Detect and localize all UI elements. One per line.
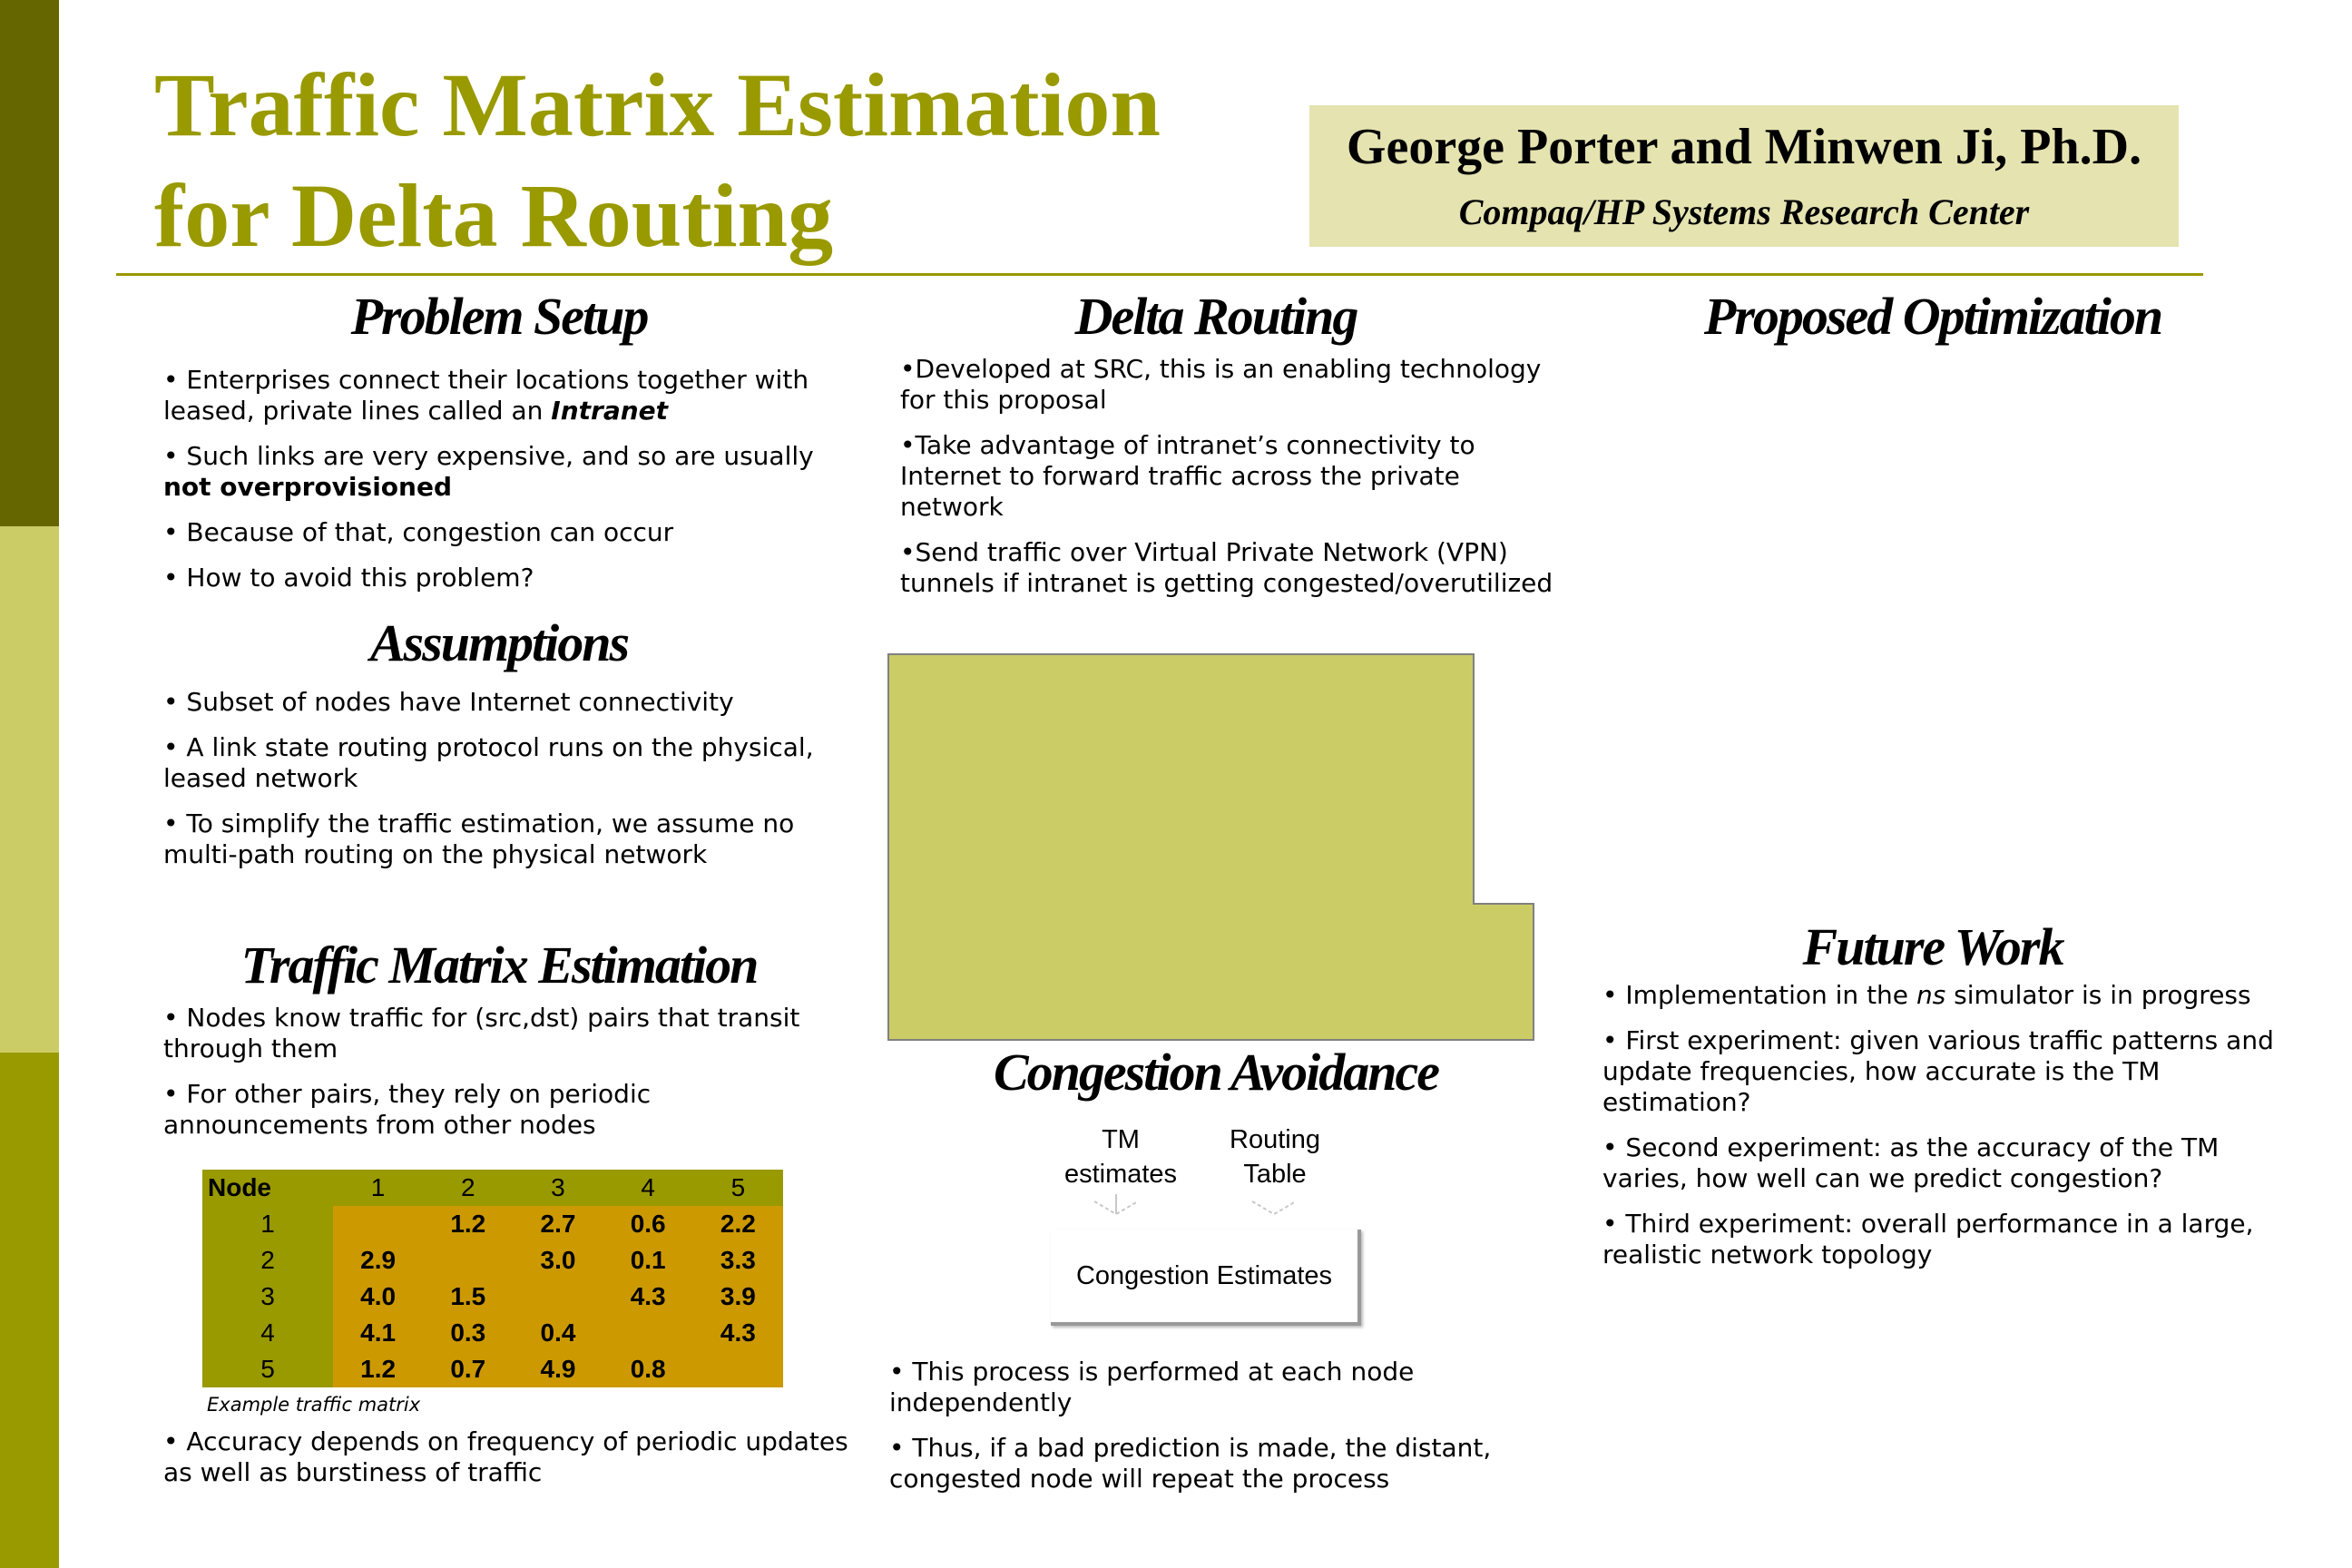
poster-title: [154, 50, 1289, 271]
table-cell: 4.0: [333, 1279, 423, 1315]
table-cell: 1: [202, 1206, 333, 1242]
table-cell: 1.2: [333, 1351, 423, 1387]
future-work-list: [1602, 980, 2310, 1285]
title-divider: [116, 273, 2203, 276]
table-cell: 2.7: [513, 1206, 603, 1242]
delta-routing-heading: Delta Routing: [1074, 287, 1357, 346]
sidebar-bar-top: [0, 0, 59, 526]
table-cell: 3.3: [693, 1242, 783, 1279]
list-item: • First experiment: given various traffic patterns and update frequencies, how accurate is the TM estimation?: [1602, 1025, 2274, 1117]
author-box: [1309, 105, 2179, 247]
table-cell: 2: [202, 1242, 333, 1279]
list-item: • A link state routing protocol runs on the physical, leased network: [163, 732, 814, 793]
table-caption: Example traffic matrix: [207, 1394, 421, 1416]
list-item: • Second experiment: as the accuracy of the TM varies, how well can we predict congestion?: [1602, 1132, 2220, 1193]
congestion-estimates-label: Congestion Estimates: [1075, 1261, 1333, 1290]
table-row: [202, 1242, 783, 1279]
table-cell: 3.0: [513, 1242, 603, 1279]
table-cell: 5: [202, 1351, 333, 1387]
tm-estimation-final: [163, 1426, 853, 1503]
assumptions-list: [163, 687, 853, 885]
table-header-cell: 4: [603, 1170, 693, 1206]
delta-routing-figure: [887, 653, 1535, 1042]
list-item: • Because of that, congestion can occur: [163, 517, 674, 547]
table-cell: 1.5: [423, 1279, 513, 1315]
table-header-cell: 2: [423, 1170, 513, 1206]
list-item: • To simplify the traffic estimation, we assume no multi-path routing on the physical network: [163, 808, 795, 869]
congestion-list: [889, 1357, 1524, 1509]
table-header-cell: Node: [202, 1170, 333, 1206]
routing-table-label: Routing Table: [1230, 1125, 1320, 1189]
table-cell: [513, 1279, 603, 1315]
table-cell: 1.2: [423, 1206, 513, 1242]
delta-routing-clip: [900, 354, 1553, 644]
list-item: • For other pairs, they rely on periodic announcements from other nodes: [163, 1079, 652, 1140]
table-cell: 4.1: [333, 1315, 423, 1351]
table-cell: 0.3: [423, 1315, 513, 1351]
list-item: • Enterprises connect their locations together with leased, private lines called an Intranet: [163, 365, 809, 426]
congestion-estimates-box: [1051, 1230, 1361, 1326]
table-cell: 4.9: [513, 1351, 603, 1387]
table-cell: 4.3: [603, 1279, 693, 1315]
table-cell: 0.7: [423, 1351, 513, 1387]
problem-setup-list: [163, 365, 853, 608]
list-item: • Subset of nodes have Internet connectivity: [163, 687, 734, 717]
table-header-cell: 3: [513, 1170, 603, 1206]
proposed-optimization-heading: Proposed Optimization: [1703, 287, 2162, 346]
sidebar-bar-bottom: [0, 1053, 59, 1568]
list-item: • Implementation in the ns simulator is in progress: [1602, 980, 2251, 1010]
table-header-row: [202, 1170, 783, 1206]
table-cell: 3: [202, 1279, 333, 1315]
list-item: • Thus, if a bad prediction is made, the distant, congested node will repeat the process: [889, 1433, 1492, 1494]
table-cell: 0.6: [603, 1206, 693, 1242]
authors: George Porter and Minwen Ji, Ph.D.: [1346, 119, 2142, 175]
table-row: [202, 1315, 783, 1351]
list-item: • Accuracy depends on frequency of periodic updates as well as burstiness of traffic: [163, 1426, 848, 1487]
flow-arrows: [1071, 1194, 1325, 1230]
list-item: •Take advantage of intranet’s connectivity to Internet to forward traffic across the private network: [900, 430, 1475, 522]
table-cell: 2.9: [333, 1242, 423, 1279]
future-work-heading: Future Work: [1802, 917, 2063, 976]
table-cell: 3.9: [693, 1279, 783, 1315]
table-cell: 0.1: [603, 1242, 693, 1279]
list-item: • Third experiment: overall performance in a large, realistic network topology: [1602, 1209, 2254, 1269]
table-row: [202, 1206, 783, 1242]
delta-routing-list: [900, 354, 1553, 599]
table-cell: [693, 1351, 783, 1387]
table-cell: 4: [202, 1315, 333, 1351]
problem-setup-heading: Problem Setup: [350, 287, 648, 346]
assumptions-heading: Assumptions: [369, 613, 629, 672]
tm-estimation-list: [163, 1003, 853, 1155]
table-row: [202, 1351, 783, 1387]
list-item: • How to avoid this problem?: [163, 563, 534, 593]
table-cell: [603, 1315, 693, 1351]
congestion-avoidance-heading: Congestion Avoidance: [993, 1043, 1439, 1102]
sidebar-bar-middle: [0, 526, 59, 1053]
table-cell: 2.2: [693, 1206, 783, 1242]
list-item: • Nodes know traffic for (src,dst) pairs that transit through them: [163, 1003, 800, 1063]
list-item: •Send traffic over Virtual Private Network (VPN) tunnels if intranet is getting congested/overutilized: [900, 537, 1553, 598]
list-item: • This process is performed at each node independently: [889, 1357, 1415, 1417]
affiliation: Compaq/HP Systems Research Center: [1458, 191, 2030, 232]
table-header-cell: 5: [693, 1170, 783, 1206]
tm-estimates-label: TM estimates: [1063, 1125, 1178, 1189]
list-item: •Developed at SRC, this is an enabling technology for this proposal: [900, 354, 1542, 415]
table-header-cell: 1: [333, 1170, 423, 1206]
table-cell: 0.8: [603, 1351, 693, 1387]
table-row: [202, 1279, 783, 1315]
title-line-2: for Delta Routing: [154, 165, 834, 266]
list-item: • Such links are very expensive, and so are usually not overprovisioned: [163, 441, 814, 502]
title-line-1: Traffic Matrix Estimation: [154, 54, 1161, 155]
traffic-matrix-table: [202, 1170, 783, 1387]
table-cell: 4.3: [693, 1315, 783, 1351]
table-cell: [333, 1206, 423, 1242]
table-cell: 0.4: [513, 1315, 603, 1351]
table-cell: [423, 1242, 513, 1279]
tm-estimation-heading: Traffic Matrix Estimation: [240, 936, 758, 995]
